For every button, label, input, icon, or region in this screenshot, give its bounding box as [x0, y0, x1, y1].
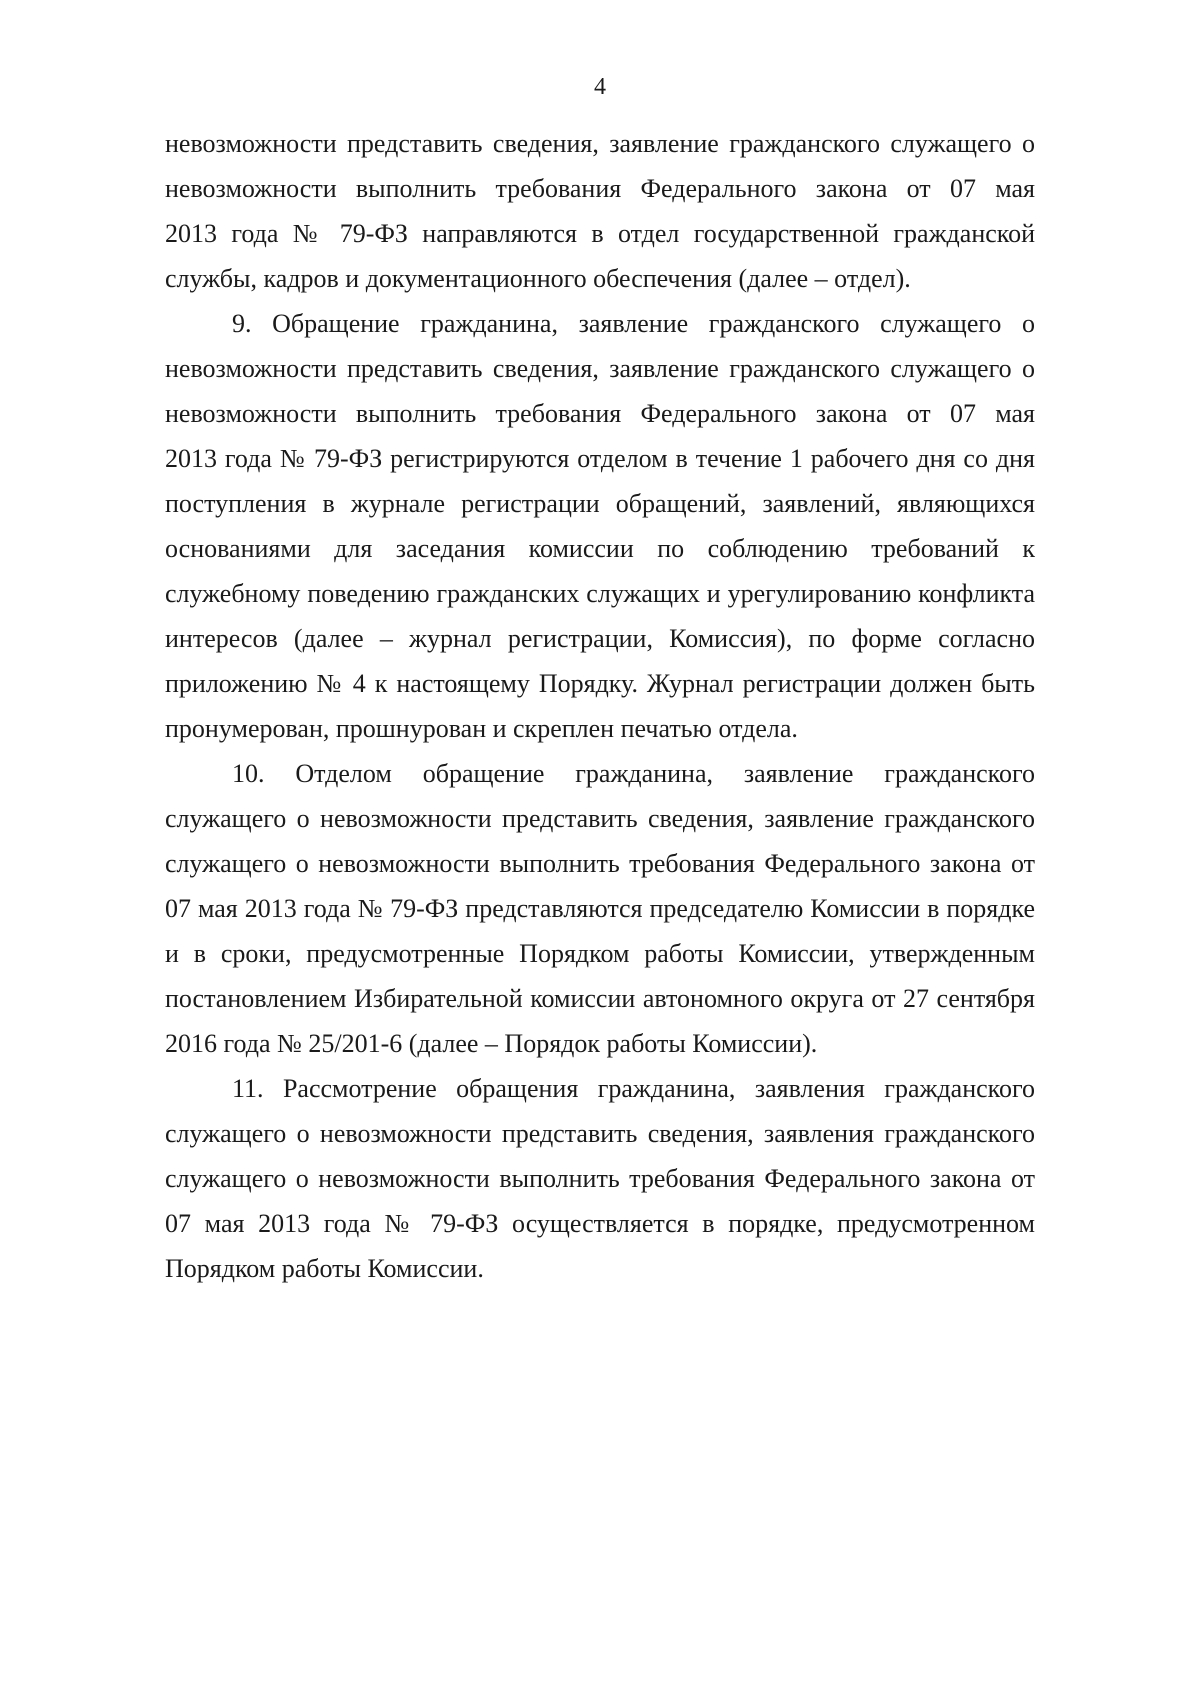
text-line: приложению № 4 к настоящему Порядку. Журнал регистрации должен быть: [165, 669, 1035, 698]
text-line: пронумерован, прошнурован и скреплен печатью отдела.: [165, 714, 798, 743]
paragraph: [165, 751, 1035, 1066]
text-line: служащего о невозможности выполнить требования Федерального закона от: [165, 1164, 1035, 1193]
text-line: невозможности выполнить требования Федерального закона от 07 мая: [165, 399, 1035, 428]
text-line: 2013 года № 79-ФЗ регистрируются отделом в течение 1 рабочего дня со дня: [165, 444, 1035, 473]
text-line: 11. Рассмотрение обращения гражданина, заявления гражданского: [232, 1074, 1035, 1103]
paragraph: [165, 301, 1035, 751]
page-number: 4: [594, 74, 606, 100]
text-line: поступления в журнале регистрации обращений, заявлений, являющихся: [165, 489, 1035, 518]
text-line: 07 мая 2013 года № 79-ФЗ представляются председателю Комиссии в порядке: [165, 894, 1035, 923]
text-line: невозможности выполнить требования Федерального закона от 07 мая: [165, 174, 1035, 203]
text-line: Порядком работы Комиссии.: [165, 1254, 484, 1283]
text-line: служащего о невозможности выполнить требования Федерального закона от: [165, 849, 1035, 878]
text-line: интересов (далее – журнал регистрации, Комиссия), по форме согласно: [165, 624, 1035, 653]
paragraph: [165, 121, 1035, 301]
text-line: служащего о невозможности представить сведения, заявления гражданского: [165, 1119, 1035, 1148]
paragraph: [165, 1066, 1035, 1291]
text-line: служебному поведению гражданских служащих и урегулированию конфликта: [165, 579, 1035, 608]
text-line: основаниями для заседания комиссии по соблюдению требований к: [165, 534, 1035, 563]
text-line: невозможности представить сведения, заявление гражданского служащего о: [165, 354, 1035, 383]
text-line: службы, кадров и документационного обеспечения (далее – отдел).: [165, 264, 911, 293]
text-line: 07 мая 2013 года № 79-ФЗ осуществляется в порядке, предусмотренном: [165, 1209, 1035, 1238]
document-body: [165, 121, 1035, 1291]
text-line: 2013 года № 79-ФЗ направляются в отдел государственной гражданской: [165, 219, 1035, 248]
text-line: невозможности представить сведения, заявление гражданского служащего о: [165, 129, 1035, 158]
text-line: 10. Отделом обращение гражданина, заявление гражданского: [232, 759, 1035, 788]
text-line: и в сроки, предусмотренные Порядком работы Комиссии, утвержденным: [165, 939, 1035, 968]
text-line: постановлением Избирательной комиссии автономного округа от 27 сентября: [165, 984, 1035, 1013]
text-line: 2016 года № 25/201-6 (далее – Порядок работы Комиссии).: [165, 1029, 818, 1058]
text-line: 9. Обращение гражданина, заявление гражданского служащего о: [232, 309, 1035, 338]
text-line: служащего о невозможности представить сведения, заявление гражданского: [165, 804, 1035, 833]
